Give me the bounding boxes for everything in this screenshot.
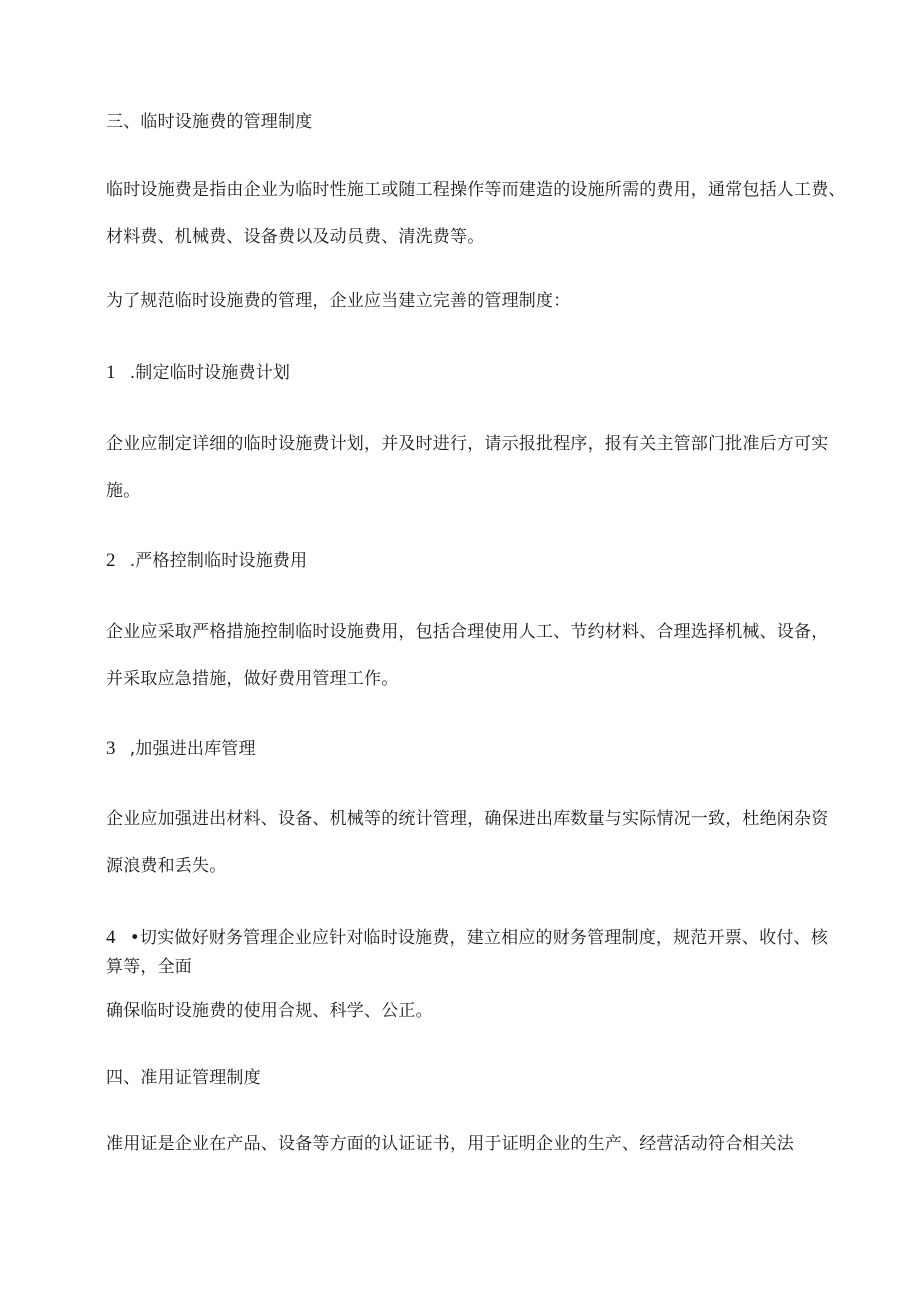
- item-3-body-line-1: 企业应加强进出材料、设备、机械等的统计管理，确保进出库数量与实际情况一致，杜绝闲杂资: [106, 809, 829, 829]
- item-1-body-line-2: 施。: [106, 481, 141, 501]
- item-4-body-line-1: 算等，全面: [106, 957, 192, 977]
- item-1-heading: [106, 361, 290, 385]
- intro-line-1: 临时设施费是指由企业为临时性施工或随工程操作等而建造的设施所需的费用，通常包括人工费、: [106, 180, 846, 200]
- item-3-title: ,加强进出库管理: [129, 739, 256, 759]
- item-4-body-line-2: 确保临时设施费的使用合规、科学、公正。: [106, 1001, 433, 1021]
- item-4-heading: [106, 926, 828, 950]
- item-2-body-line-2: 并采取应急措施，做好费用管理工作。: [106, 669, 399, 689]
- item-1-body-line-1: 企业应制定详细的临时设施费计划，并及时进行，请示报批程序，报有关主管部门批准后方可实: [106, 434, 829, 454]
- item-2-number: 2: [106, 550, 116, 571]
- item-1-title: .制定临时设施费计划: [129, 363, 291, 383]
- section-4-heading: 四、准用证管理制度: [106, 1068, 261, 1088]
- item-4-title: •切实做好财务管理企业应针对临时设施费，建立相应的财务管理制度，规范开票、收付、核: [129, 928, 828, 948]
- item-2-heading: [106, 549, 307, 573]
- item-3-heading: [106, 737, 256, 761]
- item-3-body-line-2: 源浪费和丢失。: [106, 856, 227, 876]
- section-4-line-1: 准用证是企业在产品、设备等方面的认证证书，用于证明企业的生产、经营活动符合相关法: [106, 1134, 794, 1154]
- item-1-number: 1: [106, 362, 116, 383]
- item-3-number: 3: [106, 738, 116, 759]
- item-2-body-line-1: 企业应采取严格措施控制临时设施费用，包括合理使用人工、节约材料、合理选择机械、设备，: [106, 622, 829, 642]
- item-2-title: .严格控制临时设施费用: [129, 551, 308, 571]
- intro-line-3: 为了规范临时设施费的管理，企业应当建立完善的管理制度：: [106, 291, 571, 311]
- intro-line-2: 材料费、机械费、设备费以及动员费、清洗费等。: [106, 227, 485, 247]
- item-4-number: 4: [106, 927, 116, 948]
- section-3-heading: 三、临时设施费的管理制度: [106, 112, 313, 132]
